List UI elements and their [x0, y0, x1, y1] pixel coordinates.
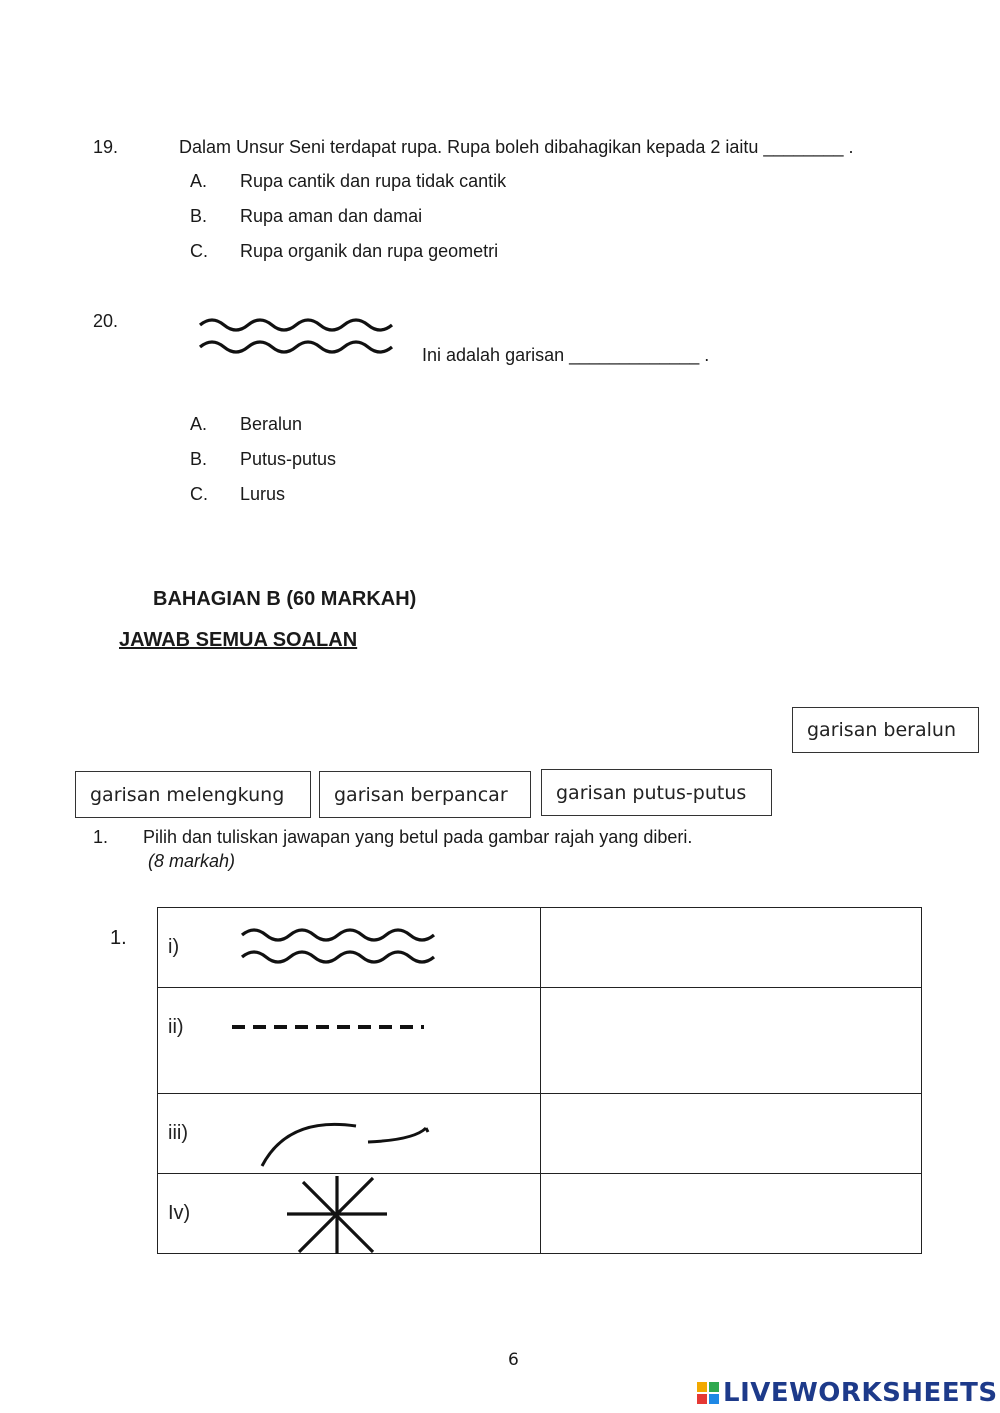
section-b-instruction: JAWAB SEMUA SOALAN — [119, 629, 358, 651]
wavy-line-icon — [238, 925, 442, 971]
q19-option-a-letter: A. — [190, 171, 208, 191]
q20-number: 20. — [93, 311, 119, 331]
question1-number: 1. — [93, 827, 109, 847]
table-row — [158, 1174, 922, 1254]
q20-option-c-letter: C. — [190, 484, 208, 504]
figure-cell-iii — [158, 1094, 541, 1174]
answer-cell-iv[interactable] — [541, 1174, 922, 1254]
table-number: 1. — [110, 927, 127, 949]
q20-option-a-letter: A. — [190, 414, 208, 434]
row-label-iii: iii) — [168, 1122, 188, 1144]
figure-cell-i — [158, 908, 541, 988]
figure-cell-iv — [158, 1174, 541, 1254]
row-label-i: i) — [168, 936, 180, 958]
question1-text: Pilih dan tuliskan jawapan yang betul pada gambar rajah yang diberi. — [143, 827, 693, 847]
answer-cell-i[interactable] — [541, 908, 922, 988]
table-row — [158, 988, 922, 1094]
table-row — [158, 1094, 922, 1174]
table-row — [158, 908, 922, 988]
curved-line-icon — [258, 1114, 434, 1172]
q20-stem: Ini adalah garisan _____________ . — [422, 345, 710, 365]
section-b-title: BAHAGIAN B (60 MARKAH) — [153, 588, 417, 610]
q19-number: 19. — [93, 137, 119, 157]
q20-option-b-letter: B. — [190, 449, 208, 469]
q20-option-c-text: Lurus — [240, 484, 286, 504]
q20-option-b-text: Putus-putus — [240, 449, 337, 469]
answer-table — [157, 907, 922, 1254]
figure-cell-ii — [158, 988, 541, 1094]
dashed-line-icon — [230, 1020, 426, 1034]
wavy-lines-icon — [196, 316, 400, 360]
word-bank-garisan-melengkung[interactable]: garisan melengkung — [75, 771, 311, 818]
q19-stem: Dalam Unsur Seni terdapat rupa. Rupa boleh dibahagikan kepada 2 iaitu ________ . — [179, 137, 854, 157]
question1-marks: (8 markah) — [148, 851, 236, 871]
q19-option-b-letter: B. — [190, 206, 208, 226]
answer-cell-ii[interactable] — [541, 988, 922, 1094]
liveworksheets-logo-icon — [697, 1382, 719, 1404]
q19-option-c-letter: C. — [190, 241, 208, 261]
brand-name: LIVEWORKSHEETS — [723, 1378, 998, 1408]
answer-cell-iii[interactable] — [541, 1094, 922, 1174]
page-number: 6 — [508, 1350, 519, 1370]
row-label-iv: Iv) — [168, 1202, 191, 1224]
row-label-ii: ii) — [168, 1016, 184, 1038]
q19-option-a-text: Rupa cantik dan rupa tidak cantik — [240, 171, 507, 191]
brand-logo — [697, 1378, 998, 1408]
q19-option-c-text: Rupa organik dan rupa geometri — [240, 241, 499, 261]
radiating-line-icon — [283, 1174, 391, 1254]
word-bank-garisan-putus-putus[interactable]: garisan putus-putus — [541, 769, 772, 816]
q20-option-a-text: Beralun — [240, 414, 303, 434]
word-bank-garisan-beralun[interactable]: garisan beralun — [792, 707, 979, 753]
q19-option-b-text: Rupa aman dan damai — [240, 206, 423, 226]
word-bank-garisan-berpancar[interactable]: garisan berpancar — [319, 771, 531, 818]
